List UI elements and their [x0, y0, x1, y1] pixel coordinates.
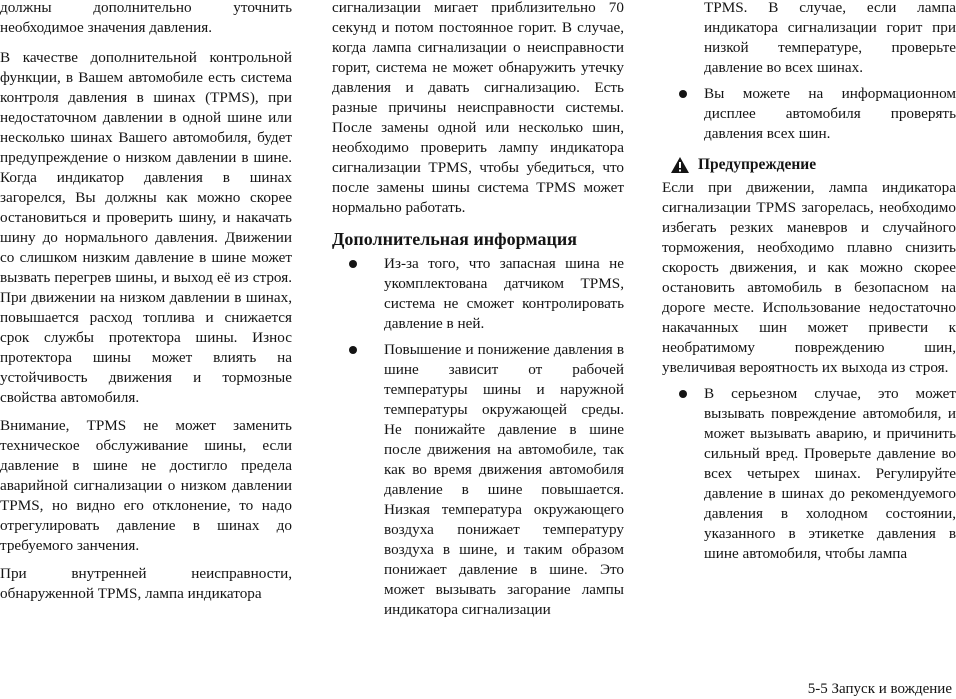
warning-triangle-icon — [670, 156, 690, 174]
list-item-text: Вы можете на информационном дисплее автомобиля проверять давления всех шин. — [704, 85, 956, 142]
list-item-text: В серьезном случае, это может вызывать повреждение автомобиля, и может вызывать аварию, и причинить сильный вред. Проверьте давление во всех четырех шинах. Регулируйте давление в шинах до рекомендуемого давления в холодном состоянии, указанного в этикетке давления в шине автомобиля, чтобы лампа — [704, 385, 956, 562]
column-left — [0, 0, 292, 606]
column-right — [662, 0, 956, 570]
bullet-icon — [679, 390, 687, 398]
paragraph-tpms-intro: В качестве дополнительной контрольной функции, в Вашем автомобиле есть система контроля давления в шинах (TPMS), при недостаточном давлении в одной шине или несколько шинах Вашего автомобиля, будет предупреждение о низком давлении в шине. Когда индикатор давления в шинах загорелся, Вы должны как можно скорее остановиться и проверить шину, и накачать шину до нормального давления. Движении со слишком низким давление в шине может вызвать перегрев шины, и выход её из строя. При движении на низком давлении в шинах, повышается расход топлива и снижается срок службы протектора шины. Износ протектора шины может влиять на устойчивость движения и тормозные свойства автомобиля. — [0, 49, 292, 406]
paragraph-attention: Внимание, TPMS не может заменить техническое обслуживание шины, если давление в шине не достигло предела аварийной сигнализации о низком давлении TPMS, но видно его отклонение, то надо отрегулировать давление в шинах до требуемого занчения. — [0, 417, 292, 554]
bullet-list — [332, 254, 624, 620]
paragraph: сигнализации мигает приблизительно 70 секунд и потом постоянное горит. В случае, когда лампа сигнализации о неисправности горит, система не может обнаружить утечку давления и давать сигнализацию. Есть разные причины неисправности системы. После замены одной или несколько шин, необходимо проверить лампу индикатора сигнализации TPMS, чтобы убедиться, что после замены шины система TPMS может нормально работать. — [332, 0, 624, 216]
column-middle — [332, 0, 624, 626]
bullet-list — [662, 0, 956, 144]
bullet-icon — [349, 346, 357, 354]
list-item — [662, 0, 956, 78]
paragraph: должны дополнительно уточнить необходимое значения давления. — [0, 0, 292, 36]
page-footer: 5-5 Запуск и вождение — [807, 681, 952, 697]
list-item — [662, 84, 956, 144]
section-heading: Дополнительная информация — [332, 229, 577, 249]
bullet-icon — [679, 90, 687, 98]
list-item-text: TPMS. В случае, если лампа индикатора сигнализации горит при низкой температуре, проверьте давление во всех шинах. — [704, 0, 956, 76]
warning-text: Если при движении, лампа индикатора сигнализации TPMS загорелась, необходимо избегать резких маневров и случайного торможения, необходимо плавно снизить скорость движения, и как можно скорее остановить автомобиль в безопасном на дороге месте. Использование недостаточно накачанных шин может привести к необратимому повреждению шин, увеличивая вероятность их выхода из строя. — [662, 179, 956, 376]
list-item — [332, 340, 624, 620]
list-item — [332, 254, 624, 334]
bullet-icon — [349, 260, 357, 268]
list-item-text: Повышение и понижение давления в шине зависит от рабочей температуры шины и наружной температуры окружающей среды. Не понижайте давление в шине после движения на автомобиле, так как во время движения автомобиля давление в шине повышается. Низкая температура окружающего воздуха понижает температуру воздуха в шине, и таким образом понижает давление в шине. Это может вызывать загорание лампы индикатора сигнализации — [384, 341, 624, 618]
paragraph-internal-fault: При внутренней неисправности, обнаруженной TPMS, лампа индикатора — [0, 565, 292, 602]
bullet-list — [662, 384, 956, 564]
list-item-text: Из-за того, что запасная шина не укомплектована датчиком TPMS, система не сможет контролировать давление в ней. — [384, 255, 624, 332]
warning-heading — [670, 154, 956, 176]
warning-title: Предупреждение — [698, 156, 817, 173]
list-item — [662, 384, 956, 564]
